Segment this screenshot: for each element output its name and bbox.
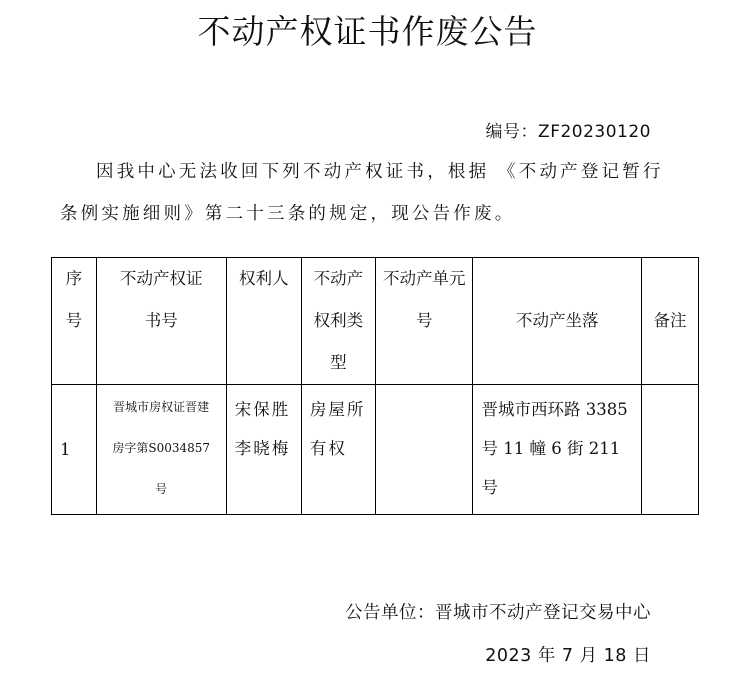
- header-remark: 备注: [642, 258, 699, 385]
- cell-right-type: 房屋所有权: [301, 385, 375, 515]
- header-seq: 序号: [52, 258, 97, 385]
- header-unit-no: 不动产单元号: [375, 258, 473, 385]
- header-cert-no: 不动产权证书号: [96, 258, 226, 385]
- cell-location: 晋城市西环路 3385 号 11 幢 6 街 211 号: [473, 385, 642, 515]
- header-owner: 权利人: [226, 258, 301, 385]
- issue-date: 2023 年 7 月 18 日: [485, 646, 651, 666]
- header-right-type: 不动产权利类型: [301, 258, 375, 385]
- table-header-row: [52, 258, 699, 385]
- issuer-line: 公告单位：晋城市不动产登记交易中心: [345, 603, 651, 623]
- cell-owner: 宋保胜李晓梅: [226, 385, 301, 515]
- voided-certificates-table: [51, 257, 699, 515]
- document-number: 编号：ZF20230120: [485, 122, 651, 142]
- cell-seq: 1: [52, 385, 97, 515]
- header-location: 不动产坐落: [473, 258, 642, 385]
- page-title: 不动产权证书作废公告: [197, 12, 538, 51]
- notice-body: 因我中心无法收回下列不动产权证书，根据 《不动产登记暂行条例实施细则》第二十三条的规定，现公告作废。: [60, 162, 664, 224]
- cell-remark: [642, 385, 699, 515]
- cell-unit-no: [375, 385, 473, 515]
- table-row: [52, 385, 699, 515]
- cell-cert-no: 晋城市房权证晋建房字第S0034857号: [96, 385, 226, 515]
